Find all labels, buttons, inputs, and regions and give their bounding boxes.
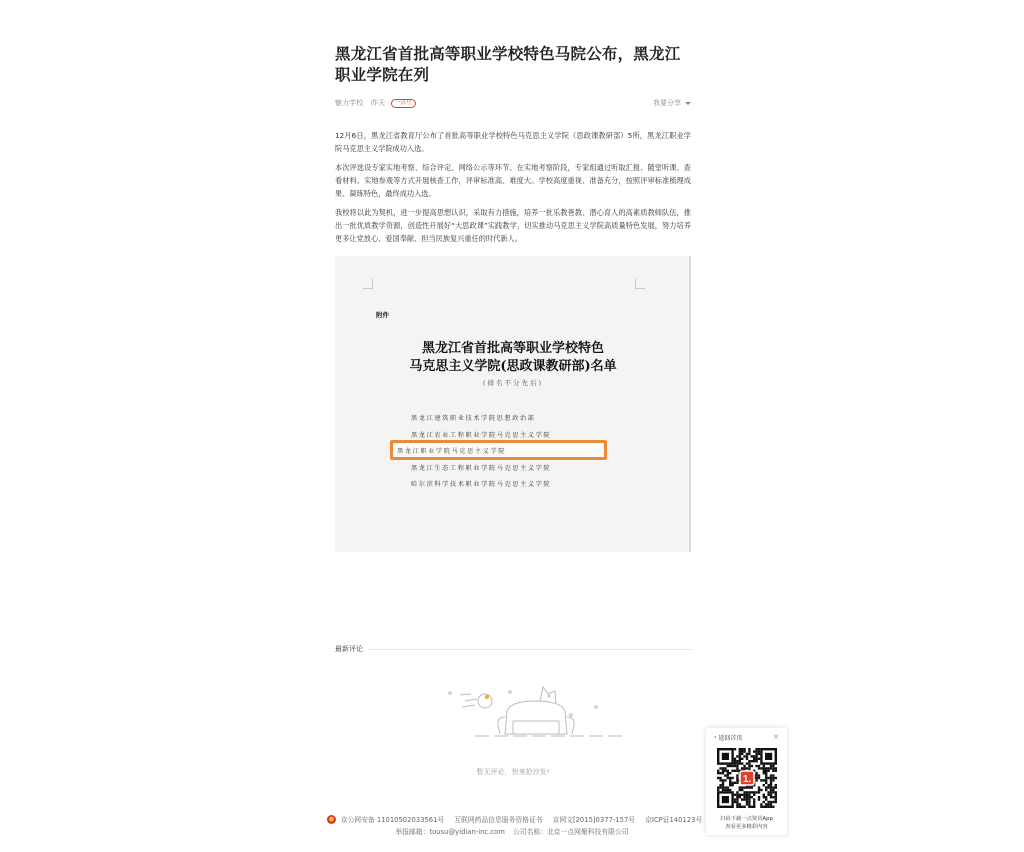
document-list [397,411,631,494]
empty-comments-illustration [335,667,691,747]
svg-text:1.: 1. [742,774,752,785]
article-source[interactable]: 魅力学校 [335,99,363,107]
article-paragraph: 本次评选设专家实地考察、综合评定、网络公示等环节。在实地考察阶段，专家组通过听取汇报、随堂听课、查看材料、实地参观等方式开展核查工作，评审标准高、难度大。学校高度重视、准备充分，按照评审标准梳理成果、凝练特色，最终成功入选。 [335,163,691,198]
list-item: 黑龙江农业工程职业学院马克思主义学院 [411,431,552,439]
article-time: 昨天 [371,99,385,107]
article-image-document [335,256,691,552]
document-title-line2: 马克思主义学院(思政课教研部)名单 [409,359,617,374]
article-meta [335,96,691,110]
comments-heading: 最新评论 [335,645,363,653]
footer-link: 京公网安备 11010502033561号 [340,816,445,824]
document-label: 附件 [376,311,389,319]
page-edge [689,256,691,552]
footer-row [0,813,1024,825]
list-item: 哈尔滨科学技术职业学院马克思主义学院 [411,481,552,488]
article [335,44,691,552]
back-home-button[interactable] [714,733,742,742]
document-subtitle: (排名不分先后) [482,379,544,387]
footer-link[interactable]: 京网文[2015]0377-157号 [552,816,636,824]
chevron-down-icon [685,102,691,105]
comments-section [335,643,691,777]
footer-link[interactable]: 京ICP证140123号 [645,816,703,824]
share-button[interactable] [653,98,691,108]
chevron-left-icon: ‹ [714,733,719,741]
document-title-line1: 黑龙江省首批高等职业学校特色 [421,341,604,356]
list-item-highlighted: 黑龙江职业学院马克思主义学院 [397,448,507,455]
footer [0,813,1024,839]
article-paragraph: 12月6日，黑龙江省教育厅公布了首批高等职业学校特色马克思主义学院（思政课教研部）5所，黑龙江职业学院马克思主义学院成功入选。 [335,131,691,153]
comments-header [335,643,691,655]
police-record[interactable] [322,814,444,824]
article-title: 黑龙江省首批高等职业学校特色马院公布，黑龙江职业学院在列 [335,45,681,84]
qr-code [717,748,777,808]
footer-text: 举报邮箱：tousu@yidian-inc.com [395,828,505,836]
empty-comments-text: 暂无评论，快来抢沙发! [476,768,550,776]
list-item: 黑龙江建筑职业技术学院思想政治部 [411,415,536,422]
footer-text: 公司名称：北京一点网聚科技有限公司 [513,828,629,836]
police-badge-icon [327,815,336,824]
qr-caption-line2: 查看更多精彩内容 [725,823,768,830]
share-label: 我要分享 [653,99,681,107]
qr-popup-header [706,728,787,746]
qr-caption-line1: 扫码下载一点资讯App [720,816,773,822]
back-home-label: 返回首页 [718,734,743,742]
source-badge: 一点号 [391,99,416,108]
page-corner-mark [363,279,373,289]
footer-link[interactable]: 互联网药品信息服务资格证书 [454,816,543,824]
divider [369,649,691,650]
close-icon[interactable]: ✕ [773,733,779,741]
footer-row [0,825,1024,839]
article-paragraph: 我校将以此为契机，进一步提高思想认识，采取有力措施，培养一批乐教善教、潜心育人的高素质教师队伍，推出一批优质教学资源，创造性开展好“大思政课”实践教学，切实推动马克思主义学院高质量特色发展，努力培养更多让党放心、爱国奉献、担当民族复兴重任的时代新人。 [335,208,691,243]
list-item: 黑龙江生态工程职业学院马克思主义学院 [411,464,552,472]
page-corner-mark [635,279,645,289]
